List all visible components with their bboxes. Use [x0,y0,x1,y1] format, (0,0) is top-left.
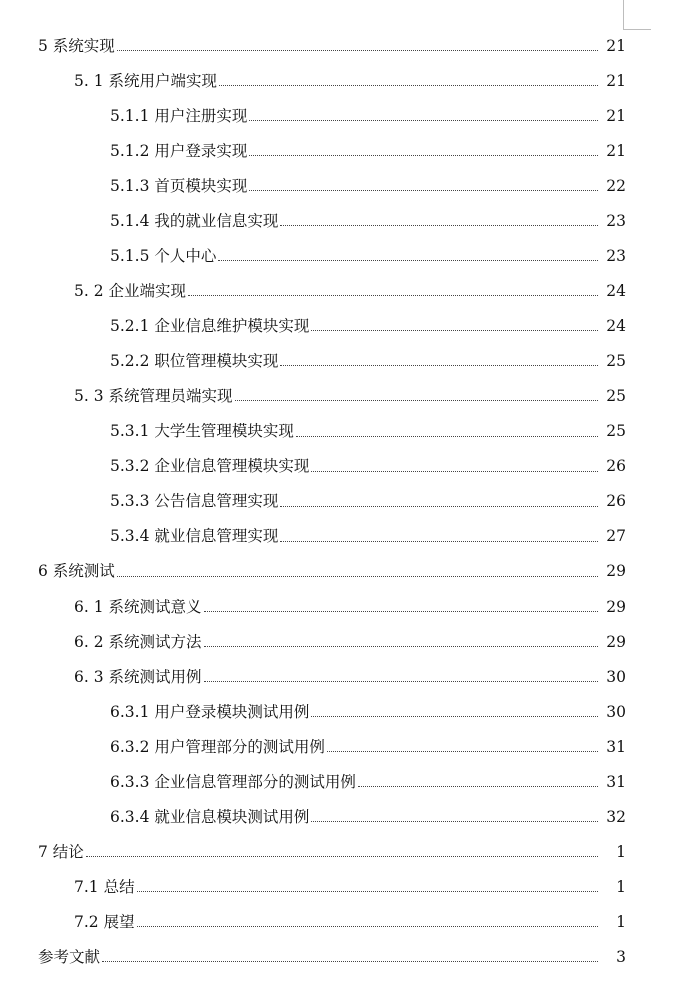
toc-entry-page-number: 25 [606,422,626,441]
dot-leader [117,576,598,577]
toc-entry-title: 5.1.3 首页模块实现 [110,176,248,195]
dot-leader [327,751,598,752]
toc-entry-page-number: 21 [606,71,626,90]
toc-entry[interactable] [0,169,694,204]
toc-entry-title: 6 系统测试 [38,562,115,581]
toc-entry[interactable] [0,99,694,134]
toc-entry[interactable] [0,940,694,975]
toc-entry-page-number: 29 [606,562,626,581]
toc-entry-title: 5.1.4 我的就业信息实现 [110,212,279,230]
toc-entry-page-number: 25 [606,387,626,406]
toc-entry[interactable] [0,309,694,344]
toc-entry[interactable] [0,660,694,695]
dot-leader [219,85,598,86]
toc-entry-title: 5.3.1 大学生管理模块实现 [110,422,294,441]
toc-entry[interactable] [0,800,694,835]
toc-entry-page-number: 26 [606,457,626,476]
dot-leader [249,120,598,121]
toc-entry-title: 6.3.2 用户管理部分的测试用例 [110,737,325,756]
toc-entry-page-number: 23 [606,247,626,266]
toc-entry-page-number: 27 [606,527,626,546]
toc-entry-page-number: 1 [616,842,626,861]
toc-entry[interactable] [0,29,694,64]
dot-leader [86,856,598,857]
toc-entry-page-number: 22 [606,176,626,195]
toc-entry[interactable] [0,695,694,730]
dot-leader [137,891,598,892]
dot-leader [280,225,598,226]
toc-entry-title: 5.1.2 用户登录实现 [110,141,248,160]
toc-entry-page-number: 31 [606,772,626,791]
toc-entry-page-number: 21 [606,141,626,160]
dot-leader [249,190,598,191]
toc-entry-page-number: 21 [606,106,626,125]
toc-entry[interactable] [0,450,694,485]
toc-entry[interactable] [0,379,694,414]
toc-entry-title: 参考文献 [38,947,101,966]
toc-entry-page-number: 25 [606,352,626,371]
toc-entry-page-number: 3 [616,947,626,966]
toc-entry[interactable] [0,730,694,765]
dot-leader [296,436,598,437]
toc-entry-page-number: 24 [606,317,626,336]
dot-leader [311,471,598,472]
dot-leader [358,786,598,787]
toc-entry-title: 5.2.2 职位管理模块实现 [110,352,279,371]
dot-leader [311,330,598,331]
dot-leader [204,681,598,682]
dot-leader [280,506,598,507]
dot-leader [117,50,598,51]
toc-entry-title: 6.3.3 企业信息管理部分的测试用例 [110,772,356,791]
toc-entry-title: 5.1.5 个人中心 [110,247,217,266]
toc-entry-title: 5. 1 系统用户端实现 [74,71,218,90]
toc-entry[interactable] [0,134,694,169]
toc-entry[interactable] [0,555,694,590]
toc-entry[interactable] [0,835,694,870]
dot-leader [137,926,598,927]
dot-leader [204,646,598,647]
toc-entry[interactable] [0,590,694,625]
toc-entry[interactable] [0,344,694,379]
toc-entry-title: 7.1 总结 [74,877,135,896]
toc-entry-title: 5.3.3 公告信息管理实现 [110,492,279,511]
toc-entry-title: 7.2 展望 [74,912,135,931]
dot-leader [102,961,598,962]
toc-entry[interactable] [0,870,694,905]
toc-entry-title: 5.3.4 就业信息管理实现 [110,527,279,546]
toc-entry-title: 6. 3 系统测试用例 [74,667,202,686]
page-corner-mark [623,0,651,30]
toc-entry-page-number: 1 [616,912,626,931]
dot-leader [249,155,598,156]
toc-entry-title: 5. 3 系统管理员端实现 [74,387,233,406]
toc-entry-page-number: 29 [606,597,626,616]
toc-entry-page-number: 32 [606,807,626,826]
dot-leader [235,400,598,401]
toc-entry-title: 5.2.1 企业信息维护模块实现 [110,317,310,336]
table-of-contents [0,29,694,975]
toc-entry[interactable] [0,415,694,450]
dot-leader [311,821,598,822]
toc-entry[interactable] [0,64,694,99]
toc-entry-page-number: 29 [606,632,626,651]
toc-entry[interactable] [0,765,694,800]
toc-entry[interactable] [0,905,694,940]
toc-entry-page-number: 21 [606,36,626,55]
toc-entry-title: 5 系统实现 [38,36,115,55]
dot-leader [311,716,598,717]
toc-entry-page-number: 23 [606,212,626,230]
toc-entry-page-number: 1 [616,877,626,896]
toc-entry-title: 6. 2 系统测试方法 [74,632,202,651]
toc-entry[interactable] [0,520,694,555]
toc-entry-title: 6.3.4 就业信息模块测试用例 [110,807,310,826]
toc-entry-page-number: 26 [606,492,626,511]
toc-entry-title: 6.3.1 用户登录模块测试用例 [110,702,310,721]
dot-leader [188,295,598,296]
dot-leader [280,541,598,542]
toc-entry[interactable] [0,485,694,520]
dot-leader [280,365,598,366]
toc-entry-page-number: 31 [606,737,626,756]
toc-entry-title: 7 结论 [38,842,84,861]
dot-leader [218,260,598,261]
toc-entry-page-number: 30 [606,702,626,721]
toc-entry-title: 5.1.1 用户注册实现 [110,106,248,125]
toc-entry-page-number: 24 [606,282,626,301]
toc-entry-page-number: 30 [606,667,626,686]
toc-entry[interactable] [0,239,694,274]
toc-entry-title: 5.3.2 企业信息管理模块实现 [110,457,310,476]
toc-entry-title: 6. 1 系统测试意义 [74,597,202,616]
toc-entry[interactable] [0,625,694,660]
toc-entry[interactable] [0,204,694,239]
toc-entry-title: 5. 2 企业端实现 [74,282,187,301]
dot-leader [204,611,598,612]
toc-entry[interactable] [0,274,694,309]
